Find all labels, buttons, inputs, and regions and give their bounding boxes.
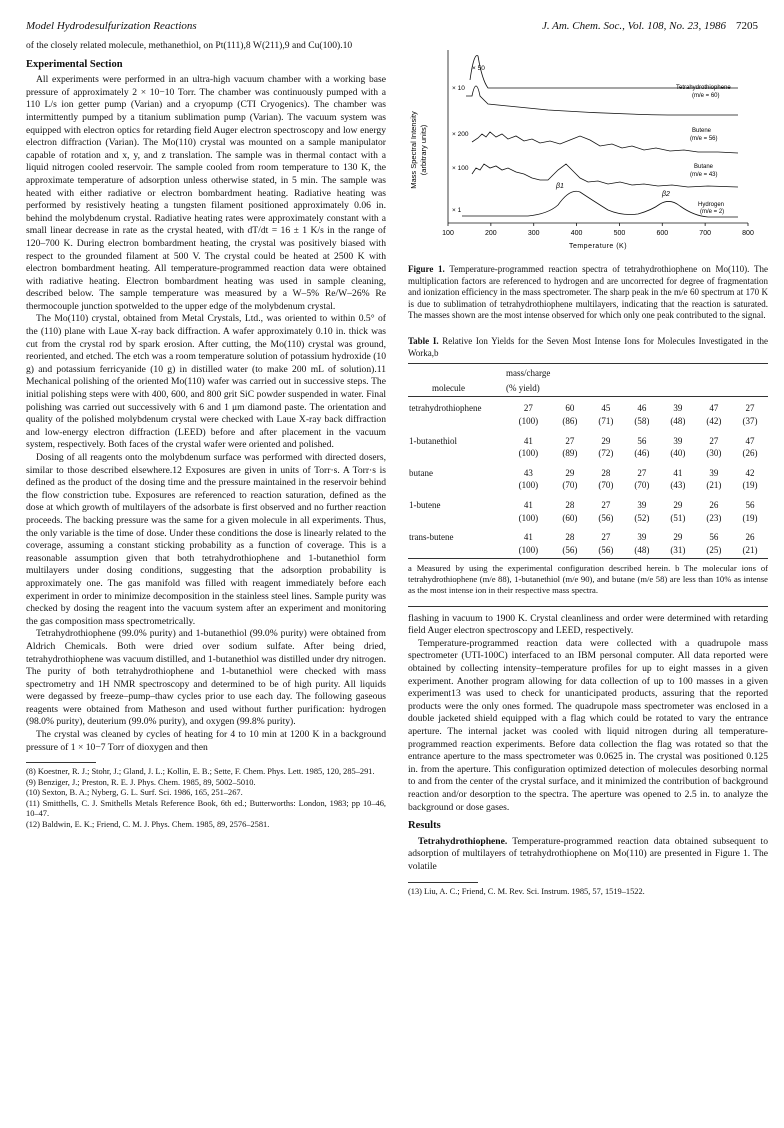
y-axis-label: Mass Spectral Intensity <box>409 111 418 189</box>
trace-name: Tetrahydrothiophene <box>676 85 731 91</box>
ion-yield-table <box>408 363 768 559</box>
table-caption-text: Relative Ion Yields for the Seven Most Intense Ions for Molecules Investigated in the Worka,b <box>408 335 768 358</box>
yield-cell: (42) <box>706 415 722 426</box>
yield-cell: (51) <box>670 512 686 523</box>
yield-cell: (86) <box>562 415 578 426</box>
trace-mass: (m/e = 43) <box>690 172 718 178</box>
yield-cell: (56) <box>598 544 614 555</box>
paragraph: The crystal was cleaned by cycles of heating for 4 to 10 min at 1200 K in a background pressure of 1 × 10−7 Torr of dioxygen and then <box>26 729 386 753</box>
mass-cell: 60 <box>565 403 575 414</box>
yield-cell: (70) <box>634 480 650 491</box>
right-column <box>408 40 768 897</box>
table-row <box>408 494 768 512</box>
table-caption <box>408 336 768 359</box>
yield-cell: (25) <box>706 544 722 555</box>
yield-cell: (46) <box>634 448 650 459</box>
yield-cell: (26) <box>742 448 758 459</box>
mass-cell: 27 <box>637 467 647 478</box>
mass-cell: 56 <box>709 532 719 543</box>
yield-cell: (70) <box>562 480 578 491</box>
mass-cell: 39 <box>709 467 719 478</box>
yield-cell: (40) <box>670 448 686 459</box>
mass-cell: 39 <box>673 435 683 446</box>
molecule-name: 1-butene <box>409 499 441 510</box>
paragraph: The Mo(110) crystal, obtained from Metal Crystals, Ltd., was oriented to within 0.5° of the (110) plane with Laue X-ray back diffraction. A wafer approximately 0.10 in. thick was cut from the crystal rod by spark erosion. After cutting, the Mo(110) crystal was ground, reoriented, and etched. The etch was a room temperature solution of potassium hydroxide (10 g) and potassium ferricyanide (10 g) in distilled water (to make 200 mL of solution).11 Mechanical polishing of the oriented Mo(110) wafer was carried out in successive steps. The initial polishing steps were with 400, 600, and 800 grit SiC powder suspended in water. Final polishing was carried out successively with 6 and 1 μm diamond paste. The orientation and quality of the polished molybdenum crystal were checked with Laue X-ray back diffraction and low-energy electron diffraction (LEED) before and after placement in the vacuum system, respectively. Both faces of the crystal wafer were oriented and polished. <box>26 313 386 451</box>
trace-factor: × 1 <box>452 207 462 214</box>
trace-mass: (m/e = 2) <box>700 209 725 215</box>
mass-cell: 39 <box>637 532 647 543</box>
yield-cell: (89) <box>562 448 578 459</box>
inset-factor-label: × 50 <box>472 65 485 72</box>
yield-cell: (60) <box>562 512 578 523</box>
yield-cell: (56) <box>598 512 614 523</box>
table-caption-label: Table I. <box>408 335 439 346</box>
journal-citation: J. Am. Chem. Soc., Vol. 108, No. 23, 1986 <box>541 20 726 32</box>
trace-factor: × 10 <box>452 85 465 92</box>
mass-cell: 28 <box>565 532 575 543</box>
yield-cell: (100) <box>518 480 539 491</box>
y-axis-sublabel: (arbitrary units) <box>419 124 428 176</box>
yield-cell: (21) <box>706 480 722 491</box>
yield-cell: (100) <box>518 544 539 555</box>
trace-mass: (m/e = 56) <box>690 136 718 142</box>
footnote: (8) Koestner, R. J.; Stohr, J.; Gland, J. L.; Kollin, E. B.; Sette, F. Chem. Phys. Lett. 1985, 120, 285–291. <box>26 767 375 777</box>
yield-cell: (19) <box>742 480 758 491</box>
x-tick-label: 400 <box>570 230 583 237</box>
trace-name: Butene <box>692 128 712 134</box>
yield-cell: (72) <box>598 448 614 459</box>
running-head-left: Model Hydrodesulfurization Reactions <box>26 20 197 32</box>
yield-cell: (19) <box>742 512 758 523</box>
results-text: Temperature-programmed reaction data obtained subsequent to adsorption of multilayers of tetrahydrothiophene on Mo(110) are presented in Figure 1. The volatile <box>408 835 768 872</box>
trace-inset <box>470 56 738 89</box>
yield-cell: (58) <box>634 415 650 426</box>
mass-cell: 45 <box>601 403 611 414</box>
paragraph: Dosing of all reagents onto the molybdenum surface was performed with directed dosers, similar to those described elsewhere.12 Exposures are given in units of Torr·s. A Torr·s is defined as the product of the dosing time and the pressure maintained in the reservoir behind the flow constriction tube. Exposures are referenced to reaction saturation, defined as the dose at which growth of multilayers of the adsorbate is first observed and no further reaction proceeds. The backing pressure was the same for a given molecule in all experiments. Thus, the only variable is the time of dose. Under these conditions the dose is linearly related to the coverage, assuming a constant sticking probability as a function of coverage. This is a reasonable assumption given that both tetrahydrothiophene and 1-butanethiol form multilayers under dosing conditions, suggesting that the adsorption probability is approximately one. The gas manifold was filled with reagent immediately before each experiment in order to minimize decomposition in the stainless steel lines. Sample purity was checked by dosing the reagent into the vacuum system after an experiment and monitoring the gas composition mass spectrometrically. <box>26 452 386 627</box>
mass-cell: 27 <box>709 435 719 446</box>
footnote: (11) Smitthells, C. J. Smithells Metals Reference Book, 6th ed.; Butterworths: London, 1983; pp 10–46, 10–47. <box>26 798 386 819</box>
footnote-rule <box>26 762 96 763</box>
yield-cell: (71) <box>598 415 614 426</box>
mass-cell: 56 <box>637 435 647 446</box>
mass-cell: 47 <box>745 435 755 446</box>
x-tick-label: 500 <box>613 230 626 237</box>
molecule-name: tetrahydrothiophene <box>409 403 482 414</box>
trace-mass: (m/e = 60) <box>692 93 720 99</box>
mass-cell: 41 <box>523 435 533 446</box>
table-header-yield: (% yield) <box>506 382 540 393</box>
footnote: (13) Liu, A. C.; Friend, C. M. Rev. Sci. Instrum. 1985, 57, 1519–1522. <box>408 886 645 896</box>
yield-cell: (48) <box>634 544 650 555</box>
paragraph: All experiments were performed in an ultra-high vacuum chamber with a working base pressure of approximately 2 × 10−10 Torr. The chamber was continuously pumped with a 110 L/s ion getter pump (Varian) and a cryopump (CTI Cryogenics). The chamber was intermittently pumped by a titanium sublimation pump (Varian). The vacuum system was equipped with electron optics for retarding field Auger electron spectroscopy and low energy electron diffraction (Varian). The Mo(110) crystal was mounted on a sample manipulator capable of rotation and x, y, and z translation. The sample was in thermal contact with a liquid nitrogen cooled reservoir. The sample cooled from room temperature to 130 K, the approximate temperature of adsorption unless otherwise stated, in 5 min. The sample was heated with either radiative or electron bombardment heating. Radiative heating was performed by resistively heating a tungsten filament positioned approximately 0.06 in. behind the molybdenum crystal. Radiative heating rates were approximately constant with a small linear decrease in rate as the crystal heated, with dT/dt = 16 ± 1 K/s in the range of 120–700 K. During electron bombardment heating, the crystal was positively biased with respect to the grounded filament at 500 V. The crystal could be heated at 2500 K with electron bombardment heating. All temperature-programmed reaction data were obtained with radiative heating. Electron bombardment heating was used in sample cleaning, described below. The sample temperature was measured by a W–5% Re/W–26% Re thermocouple junction spotwelded to the upper edge of the molybdenum crystal. <box>26 74 386 312</box>
trace-hydrogen <box>462 191 738 217</box>
trace-factor: × 200 <box>452 131 469 138</box>
yield-cell: (100) <box>518 448 539 459</box>
mass-cell: 27 <box>745 403 755 414</box>
left-column <box>26 40 386 830</box>
yield-cell: (56) <box>562 544 578 555</box>
running-head-right <box>542 20 758 32</box>
figure-caption-text: Temperature-programmed reaction spectra of tetrahydrothiophene on Mo(110). The multiplication factors are referenced to hydrogen and are uncorrected for degree of fragmentation and ionization efficiency in the mass spectrometer. The sharp peak in the m/e 60 spectrum at 170 K is due to sublimation of tetrahydrothiophene multilayers, indicating that the reaction is saturated. The masses shown are the most intense observed for which only one peak contributed to the signal. <box>408 264 768 321</box>
figure-caption-label: Figure 1. <box>408 264 445 274</box>
results-paragraph <box>408 836 768 874</box>
yield-cell: (70) <box>598 480 614 491</box>
mass-cell: 41 <box>523 499 533 510</box>
yield-cell: (48) <box>670 415 686 426</box>
mass-cell: 56 <box>745 499 755 510</box>
table-row <box>408 397 768 415</box>
peak-label-beta1: β1 <box>556 183 564 190</box>
trace-name: Butane <box>694 164 714 170</box>
molecule-name: trans-butene <box>409 532 454 543</box>
footnote: (9) Benziger, J.; Preston, R. E. J. Phys. Chem. 1985, 89, 5002–5010. <box>26 777 256 787</box>
mass-cell: 46 <box>637 403 647 414</box>
x-tick-label: 100 <box>442 230 454 237</box>
x-tick-label: 200 <box>485 230 497 237</box>
paragraph: Temperature-programmed reaction data were collected with a quadrupole mass spectrometer (UTI-100C) interfaced to an IBM personal computer. All data reported were obtained by collecting intensity–temperature profiles for up to eight masses in a given experiment. Another program allowing for data collection of up to 100 masses in a given experiment13 was used to check for unanticipated products, assuring that the reported products were the only ones formed. The quadrupole mass spectrometer was enclosed in a double jacketed shield equipped with a flag which could be rotated to vary the entrance aperture. The internal jacket was cooled with liquid nitrogen during all temperature-programmed reaction experiments. Before data collection the flag was rotated so that the entrance aperture to the mass spectrometer was 0.0625 in. The crystal was positioned 0.125 in. from the aperture. This configuration optimized detection of molecules desorbing normal to and from the center of the crystal surface, and it minimized the contribution of background reaction and/or desorption to the spectra. The aperture was opened to 2.5 in. to analyze the background or dose gases. <box>408 637 768 813</box>
mass-cell: 27 <box>565 435 575 446</box>
intro-paragraph: of the closely related molecule, methanethiol, on Pt(111),8 W(211),9 and Cu(100).10 <box>26 40 353 51</box>
tpr-spectra-plot <box>408 40 768 260</box>
mass-cell: 29 <box>673 532 683 543</box>
table-separator <box>408 606 768 607</box>
peak-label-beta2: β2 <box>662 191 670 198</box>
mass-cell: 29 <box>565 467 575 478</box>
section-title-results: Results <box>408 820 441 832</box>
mass-cell: 28 <box>565 499 575 510</box>
footnote: (12) Baldwin, E. K.; Friend, C. M. J. Phys. Chem. 1985, 89, 2576–2581. <box>26 819 270 829</box>
table-row <box>408 430 768 448</box>
x-tick-label: 700 <box>699 230 711 237</box>
footnote: (10) Sexton, B. A.; Nyberg, G. L. Surf. Sci. 1986, 165, 251–267. <box>26 788 243 798</box>
mass-cell: 29 <box>601 435 611 446</box>
mass-cell: 26 <box>709 499 719 510</box>
yield-cell: (30) <box>706 448 722 459</box>
mass-cell: 26 <box>745 532 755 543</box>
section-title-experimental: Experimental Section <box>26 58 123 70</box>
table-row <box>408 462 768 480</box>
page-number: 7205 <box>736 20 758 32</box>
yield-cell: (52) <box>634 512 650 523</box>
table-row <box>408 526 768 544</box>
mass-cell: 41 <box>523 532 533 543</box>
yield-cell: (100) <box>518 415 539 426</box>
x-tick-label: 800 <box>742 230 754 237</box>
x-ticks <box>442 223 754 237</box>
mass-cell: 29 <box>673 499 683 510</box>
table-body <box>408 397 768 559</box>
mass-cell: 43 <box>523 467 533 478</box>
yield-cell: (37) <box>742 415 758 426</box>
figure-caption <box>408 264 768 322</box>
yield-cell: (100) <box>518 512 539 523</box>
paragraph: flashing in vacuum to 1900 K. Crystal cleanliness and order were determined with retarding field Auger electron spectroscopy and LEED, respectively. <box>408 612 768 637</box>
results-subhead: Tetrahydrothiophene. <box>418 835 508 847</box>
mass-cell: 39 <box>637 499 647 510</box>
table-header-molecule: molecule <box>408 364 505 397</box>
molecule-name: 1-butanethiol <box>409 435 457 446</box>
yield-cell: (43) <box>670 480 686 491</box>
table-footnote: a Measured by using the experimental configuration described herein. b The molecular ions of tetrahydrothiophene (m/e 88), 1-butanethiol (m/e 90), and butane (m/e 58) are less than 10% as intense as the most intense ion in their respective mass spectra. <box>408 563 768 595</box>
mass-cell: 47 <box>709 403 719 414</box>
figure-1 <box>408 40 768 260</box>
mass-cell: 41 <box>673 467 683 478</box>
x-tick-label: 600 <box>656 230 669 237</box>
mass-cell: 27 <box>523 403 533 414</box>
x-axis-label: Temperature (K) <box>568 243 628 250</box>
trace-factor: × 100 <box>452 165 469 172</box>
yield-cell: (21) <box>742 544 758 555</box>
table-header-mass: mass/charge <box>506 368 551 379</box>
mass-cell: 28 <box>601 467 611 478</box>
x-tick-label: 300 <box>527 230 540 237</box>
footnote-rule <box>408 882 478 883</box>
mass-cell: 42 <box>745 467 755 478</box>
mass-cell: 39 <box>673 403 683 414</box>
paragraph: Tetrahydrothiophene (99.0% purity) and 1-butanethiol (99.0% purity) were obtained from Aldrich Chemicals. Both were dried over sodium sulfate. After being dried, tetrahydrothiophene was vacuum distilled, and 1-butanethiol was distilled under dry nitrogen. The purity of both tetrahydrothiophene and 1-butanethiol were checked with mass spectrometry and 1H NMR spectroscopy and determined to be of high purity. All liquids were degassed by freeze–pump–thaw cycles prior to use each day. The following gaseous reagents were obtained from Matheson and used without further purification: hydrogen (98.0% purity), deuterium (99.0% purity), and oxygen (99.8% purity). <box>26 628 386 728</box>
yield-cell: (23) <box>706 512 722 523</box>
yield-cell: (31) <box>670 544 686 555</box>
mass-cell: 27 <box>601 532 611 543</box>
trace-name: Hydrogen <box>698 202 725 208</box>
molecule-name: butane <box>409 467 433 478</box>
mass-cell: 27 <box>601 499 611 510</box>
